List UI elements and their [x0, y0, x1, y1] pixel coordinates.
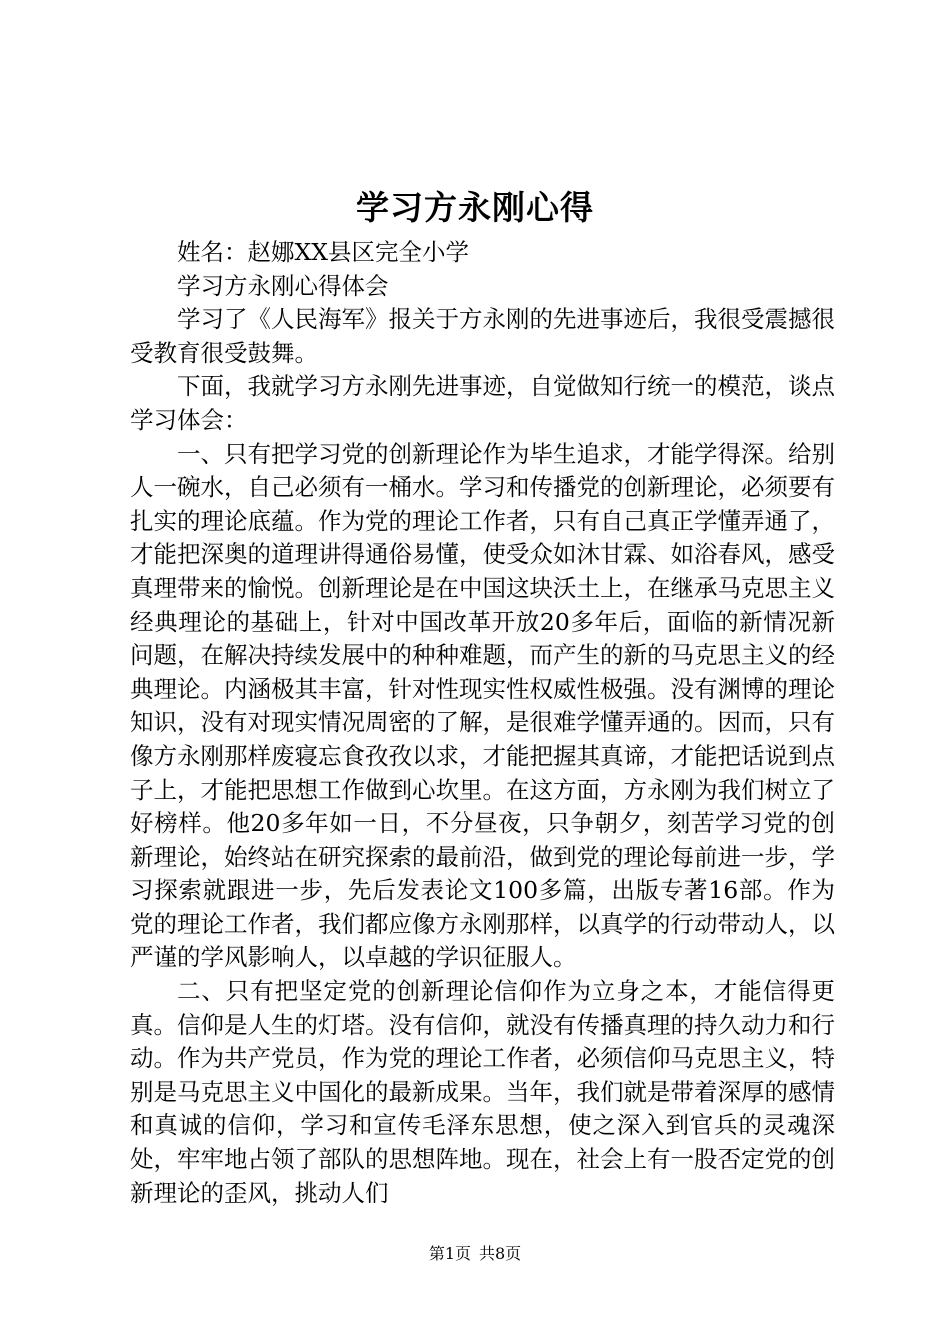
page-footer: [0, 1243, 950, 1265]
subtitle-line: 学习方永刚心得体会: [177, 271, 389, 300]
page-total: 共8页: [479, 1244, 522, 1263]
paragraph-point-two: 二、只有把坚定党的创新理论信仰作为立身之本，才能信得更真。信仰是人生的灯塔。没有信仰，就没有传播真理的持久动力和行动。作为共产党员，作为党的理论工作者，必须信仰马克思主义，特别是马克思主义中国化的最新成果。当年，我们就是带着深厚的感情和真诚的信仰，学习和宣传毛泽东思想，使之深入到官兵的灵魂深处，牢牢地占领了部队的思想阵地。现在，社会上有一股否定党的创新理论的歪风，挑动人们: [130, 977, 835, 1207]
document-title: 学习方永刚心得: [356, 188, 594, 227]
paragraph-point-one: 一、只有把学习党的创新理论作为毕生追求，才能学得深。给别人一碗水，自己必须有一桶水。学习和传播党的创新理论，必须要有扎实的理论底蕴。作为党的理论工作者，只有自己真正学懂弄通了，才能把深奥的道理讲得通俗易懂，使受众如沐甘霖、如浴春风，感受真理带来的愉悦。创新理论是在中国这块沃土上，在继承马克思主义经典理论的基础上，针对中国改革开放20多年后，面临的新情况新问题，在解决持续发展中的种种难题，而产生的新的马克思主义的经典理论。内涵极其丰富，针对性现实性权威性极强。没有渊博的理论知识，没有对现实情况周密的了解，是很难学懂弄通的。因而，只有像方永刚那样废寝忘食孜孜以求，才能把握其真谛，才能把话说到点子上，才能把思想工作做到心坎里。在这方面，方永刚为我们树立了好榜样。他20多年如一日，不分昼夜，只争朝夕，刻苦学习党的创新理论，始终站在研究探索的最前沿，做到党的理论每前进一步，学习探索就跟进一步，先后发表论文100多篇，出版专著16部。作为党的理论工作者，我们都应像方永刚那样，以真学的行动带动人，以严谨的学风影响人，以卓越的学识征服人。: [130, 439, 835, 972]
paragraph-lead-in: 下面，我就学习方永刚先进事迹，自觉做知行统一的模范，谈点学习体会：: [130, 372, 835, 434]
author-line: 姓名：赵娜XX县区完全小学: [177, 238, 469, 266]
page-number: 第1页: [428, 1244, 471, 1263]
paragraph-intro: 学习了《人民海军》报关于方永刚的先进事迹后，我很受震撼很受教育很受鼓舞。: [130, 305, 835, 367]
document-body: [130, 236, 835, 1210]
